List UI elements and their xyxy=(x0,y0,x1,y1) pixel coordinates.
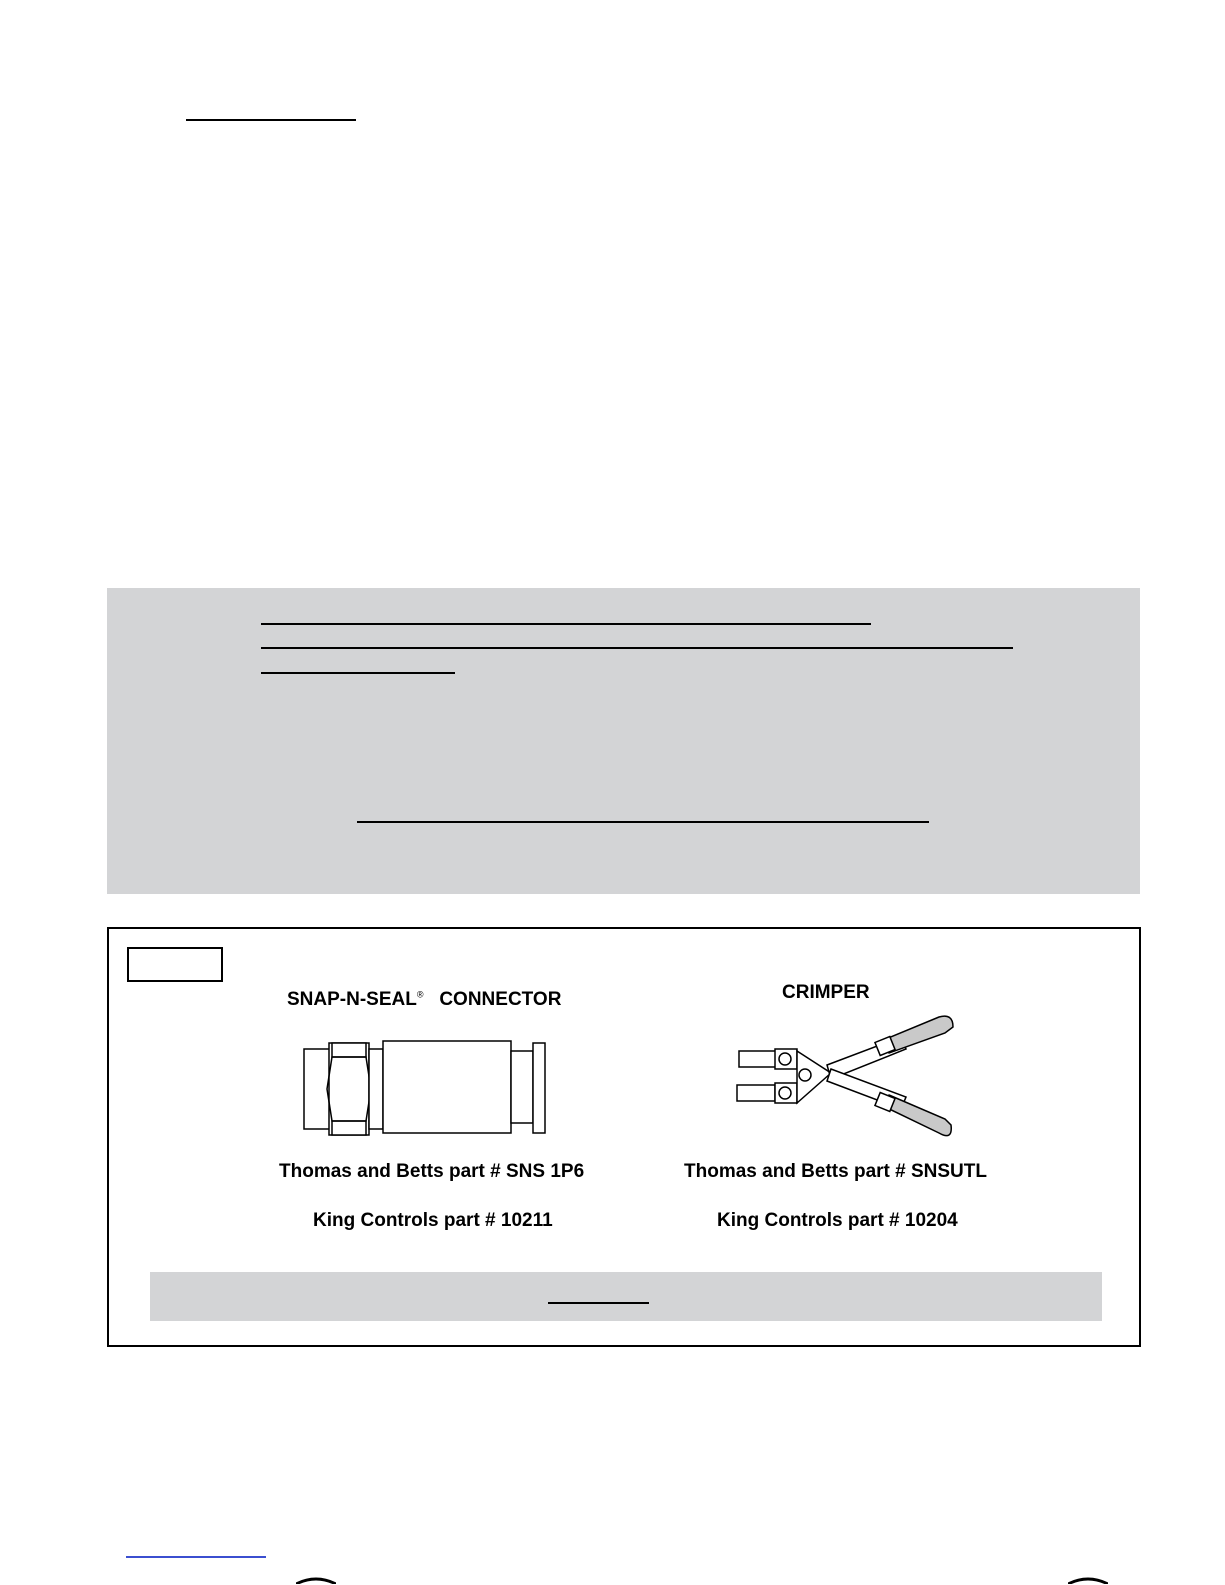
footer-curve-right xyxy=(1068,1574,1108,1584)
connector-tb-part: Thomas and Betts part # SNS 1P6 xyxy=(279,1161,585,1182)
connector-drawing xyxy=(299,1039,559,1139)
figure-box xyxy=(107,927,1141,1347)
figure-tag-box xyxy=(127,947,223,982)
registered-mark: ® xyxy=(416,989,424,1000)
footer-link-underline xyxy=(126,1556,266,1558)
heading-underline xyxy=(186,119,356,121)
connector-title-suffix: CONNECTOR xyxy=(439,989,562,1010)
crimper-kc-part: King Controls part # 10204 xyxy=(717,1210,958,1231)
figure-caption-underline xyxy=(548,1302,649,1304)
crimper-drawing xyxy=(731,1013,971,1153)
connector-title xyxy=(287,989,561,1011)
figure-caption-bar xyxy=(150,1272,1102,1321)
note-rule-3 xyxy=(261,672,455,674)
connector-title-name: SNAP-N-SEAL xyxy=(287,989,417,1010)
note-rule-4 xyxy=(357,821,929,823)
footer-curve-left xyxy=(296,1574,336,1584)
note-rule-1 xyxy=(261,623,871,625)
crimper-title: CRIMPER xyxy=(782,982,870,1003)
note-rule-2 xyxy=(261,647,1013,649)
connector-kc-part: King Controls part # 10211 xyxy=(313,1210,553,1231)
note-panel xyxy=(107,588,1140,894)
crimper-tb-part: Thomas and Betts part # SNSUTL xyxy=(684,1161,987,1182)
